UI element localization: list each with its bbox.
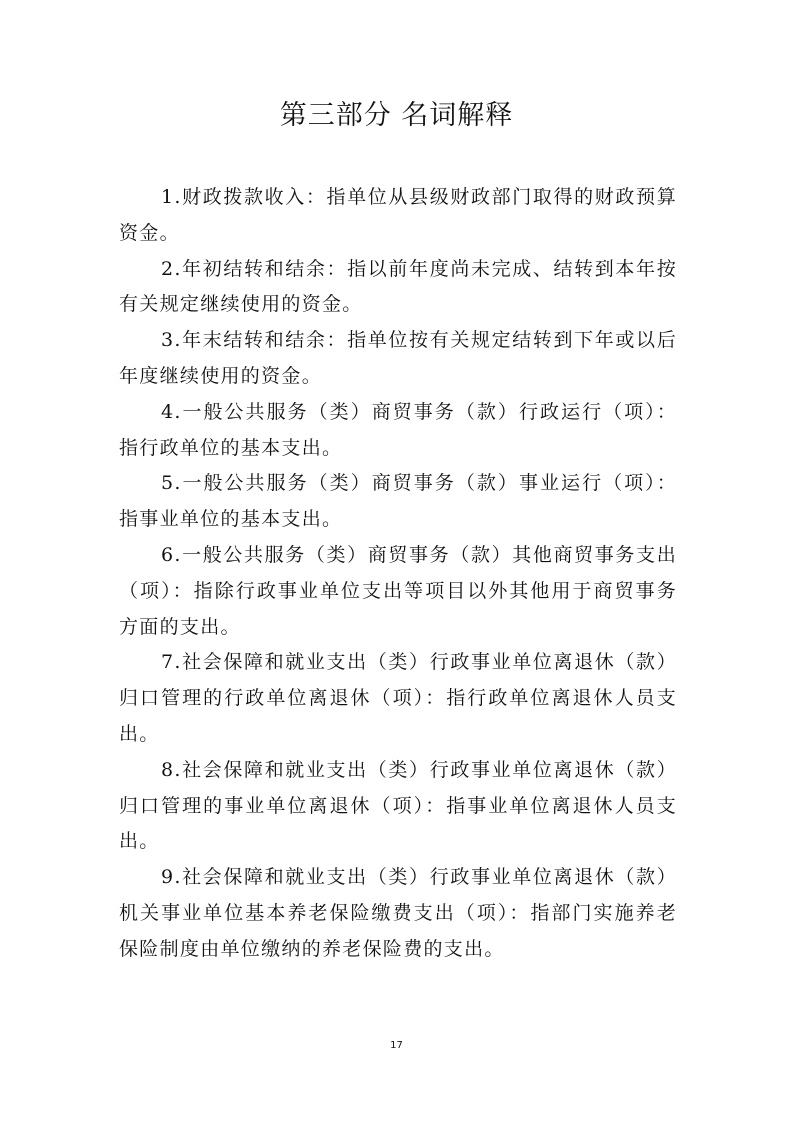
glossary-body: [119, 180, 677, 968]
glossary-item-3: 3.年末结转和结余：指单位按有关规定结转到下年或以后年度继续使用的资金。: [119, 329, 677, 387]
glossary-item-2: 2.年初结转和结余：指以前年度尚未完成、结转到本年按有关规定继续使用的资金。: [119, 257, 677, 316]
glossary-item-1: 1.财政拨款收入：指单位从县级财政部门取得的财政预算资金。: [119, 186, 677, 244]
glossary-item-6: 6.一般公共服务（类）商贸事务（款）其他商贸事务支出（项）：指除行政事业单位支出等项目以外其他用于商贸事务方面的支出。: [119, 543, 677, 638]
glossary-item-9: 9.社会保障和就业支出（类）行政事业单位离退休（款）机关事业单位基本养老保险缴费支出（项）：指部门实施养老保险制度由单位缴纳的养老保险费的支出。: [119, 866, 677, 960]
page-number: 17: [390, 1040, 403, 1051]
glossary-item-4: 4.一般公共服务（类）商贸事务（款）行政运行（项）：指行政单位的基本支出。: [119, 400, 677, 459]
glossary-item-7: 7.社会保障和就业支出（类）行政事业单位离退休（款）归口管理的行政单位离退休（项）：指行政单位离退休人员支出。: [119, 651, 677, 745]
glossary-item-5: 5.一般公共服务（类）商贸事务（款）事业运行（项）：指事业单位的基本支出。: [119, 472, 677, 531]
glossary-item-8: 8.社会保障和就业支出（类）行政事业单位离退休（款）归口管理的事业单位离退休（项）：指事业单位离退休人员支出。: [119, 758, 677, 853]
page-title: 第三部分 名词解释: [279, 100, 514, 131]
